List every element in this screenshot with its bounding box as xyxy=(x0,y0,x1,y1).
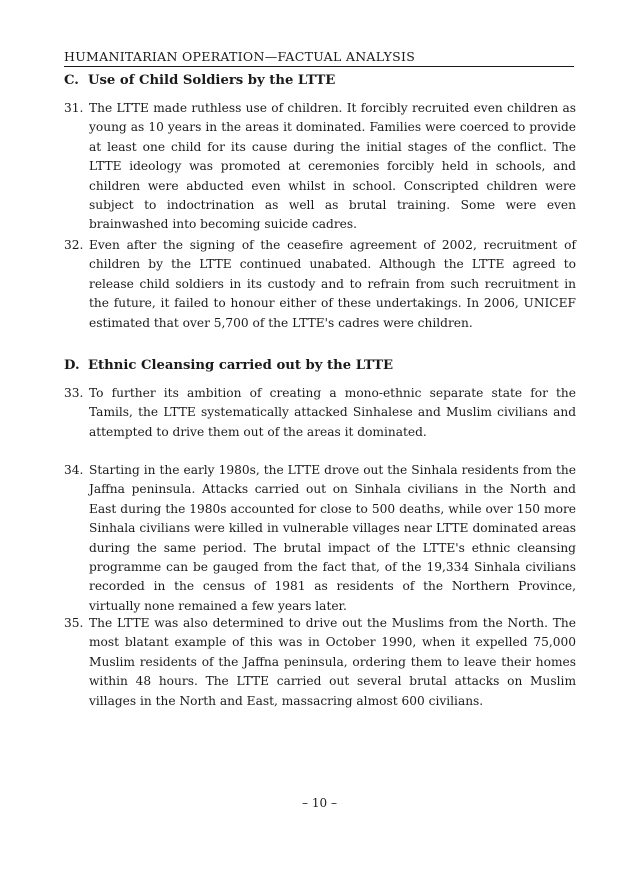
section-title: Ethnic Cleansing carried out by the LTTE xyxy=(88,358,394,373)
section-title: Use of Child Soldiers by the LTTE xyxy=(88,73,336,88)
section-heading-d xyxy=(64,358,576,374)
paragraph-number: 34. xyxy=(64,463,84,477)
paragraph-number: 33. xyxy=(64,386,84,400)
section-letter: C. xyxy=(64,73,79,88)
paragraph-32 xyxy=(64,236,576,333)
paragraph-text: Starting in the early 1980s, the LTTE drove out the Sinhala residents from the Jaffna peninsula. Attacks carried out on Sinhala civilians in the North and East during the 1980s accounted for close to 500 deaths, while over 150 more Sinhala civilians were killed in vulnerable villages near LTTE dominated areas during the same period. The brutal impact of the LTTE's ethnic cleansing programme can be gauged from the fact that, of the 19,334 Sinhala civilians recorded in the census of 1981 as residents of the Northern Province, virtually none remained a few years later. xyxy=(89,463,576,613)
paragraph-text: To further its ambition of creating a mono-ethnic separate state for the Tamils, the LTTE systematically attacked Sinhalese and Muslim civilians and attempted to drive them out of the areas it dominated. xyxy=(89,386,576,439)
paragraph-34 xyxy=(64,461,576,616)
paragraph-number: 31. xyxy=(64,101,84,115)
section-letter: D. xyxy=(64,358,80,373)
paragraph-31 xyxy=(64,99,576,235)
paragraph-text: The LTTE made ruthless use of children. It forcibly recruited even children as young as 10 years in the areas it dominated. Families were coerced to provide at least one child for its cause during the initial stages of the conflict. The LTTE ideology was promoted at ceremonies forcibly held in schools, and children were abducted even whilst in school. Conscripted children were subject to indoctrination as well as brutal training. Some were even brainwashed into becoming suicide cadres. xyxy=(89,101,576,232)
paragraph-35 xyxy=(64,614,576,711)
paragraph-text: Even after the signing of the ceasefire agreement of 2002, recruitment of children by the LTTE continued unabated. Although the LTTE agreed to release child soldiers in its custody and to refrain from such recruitment in the future, it failed to honour either of these undertakings. In 2006, UNICEF estimated that over 5,700 of the LTTE's cadres were children. xyxy=(89,238,576,330)
paragraph-33 xyxy=(64,384,576,442)
section-heading-c xyxy=(64,73,576,89)
paragraph-number: 32. xyxy=(64,238,84,252)
paragraph-text: The LTTE was also determined to drive out the Muslims from the North. The most blatant example of this was in October 1990, when it expelled 75,000 Muslim residents of the Jaffna peninsula, ordering them to leave their homes within 48 hours. The LTTE carried out several brutal attacks on Muslim villages in the North and East, massacring almost 600 civilians. xyxy=(89,616,576,708)
paragraph-number: 35. xyxy=(64,616,84,630)
page-number: – 10 – xyxy=(302,796,337,810)
running-header: HUMANITARIAN OPERATION—FACTUAL ANALYSIS xyxy=(64,50,574,67)
